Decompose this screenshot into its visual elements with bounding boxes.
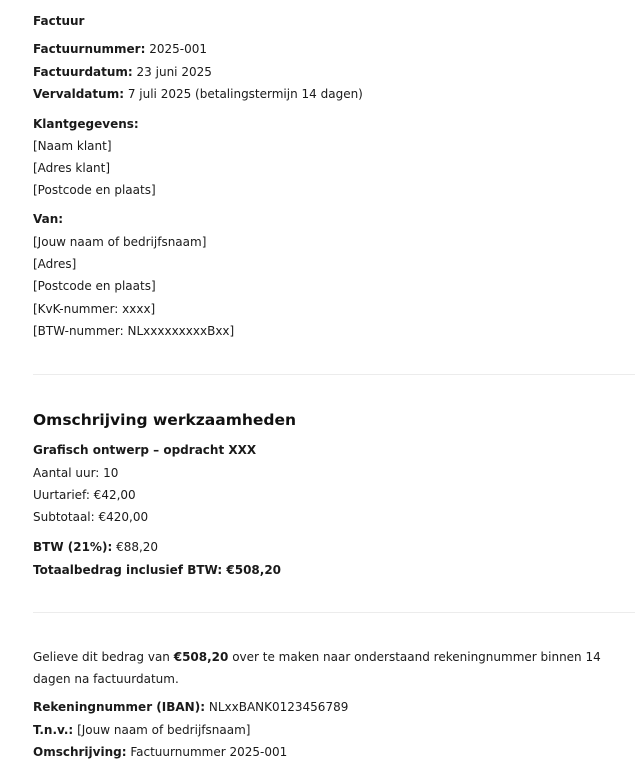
due-date-value: 7 juli 2025 (betalingstermijn 14 dagen) [127, 87, 363, 101]
payment-text-before: Gelieve dit bedrag van [33, 650, 174, 664]
vat-label: BTW (21%): [33, 540, 113, 554]
vat-value: €88,20 [116, 540, 159, 554]
sender-line: [Postcode en plaats] [33, 279, 156, 293]
holder-value: [Jouw naam of bedrijfsnaam] [77, 723, 251, 737]
work-subtotal: Subtotaal: €420,00 [33, 510, 149, 524]
section-divider [33, 374, 635, 375]
sender-line: [BTW-nummer: NLxxxxxxxxxBxx] [33, 324, 235, 338]
due-date-row [33, 86, 363, 102]
invoice-number-row [33, 41, 207, 57]
invoice-title: Factuur [33, 14, 85, 28]
work-hours: Aantal uur: 10 [33, 466, 119, 480]
iban-value: NLxxBANK0123456789 [208, 700, 349, 714]
sender-line: [Jouw naam of bedrijfsnaam] [33, 235, 207, 249]
reference-label: Omschrijving: [33, 745, 127, 759]
invoice-date-value: 23 juni 2025 [136, 65, 212, 79]
client-heading: Klantgegevens: [33, 117, 139, 131]
client-line: [Postcode en plaats] [33, 183, 156, 197]
payment-instruction [33, 646, 623, 690]
sender-line: [KvK-nummer: xxxx] [33, 302, 156, 316]
due-date-label: Vervaldatum: [33, 87, 124, 101]
holder-label: T.n.v.: [33, 723, 74, 737]
vat-row [33, 539, 158, 555]
invoice-number-value: 2025-001 [149, 42, 208, 56]
payment-text-after: over te maken naar onderstaand rekeningnummer binnen 14 dagen na factuurdatum. [33, 650, 601, 686]
invoice-number-label: Factuurnummer: [33, 42, 146, 56]
invoice-date-row [33, 64, 212, 80]
client-line: [Adres klant] [33, 161, 111, 175]
iban-row [33, 699, 348, 715]
reference-value: Factuurnummer 2025-001 [130, 745, 288, 759]
invoice-date-label: Factuurdatum: [33, 65, 133, 79]
client-line: [Naam klant] [33, 139, 112, 153]
work-rate: Uurtarief: €42,00 [33, 488, 136, 502]
work-item-title: Grafisch ontwerp – opdracht XXX [33, 443, 257, 457]
iban-label: Rekeningnummer (IBAN): [33, 700, 206, 714]
reference-row [33, 744, 287, 760]
payment-amount: €508,20 [173, 650, 229, 664]
holder-row [33, 722, 250, 738]
work-heading: Omschrijving werkzaamheden [33, 411, 297, 429]
sender-heading: Van: [33, 212, 64, 226]
section-divider [33, 612, 635, 613]
sender-line: [Adres] [33, 257, 77, 271]
total-amount: Totaalbedrag inclusief BTW: €508,20 [33, 563, 282, 577]
